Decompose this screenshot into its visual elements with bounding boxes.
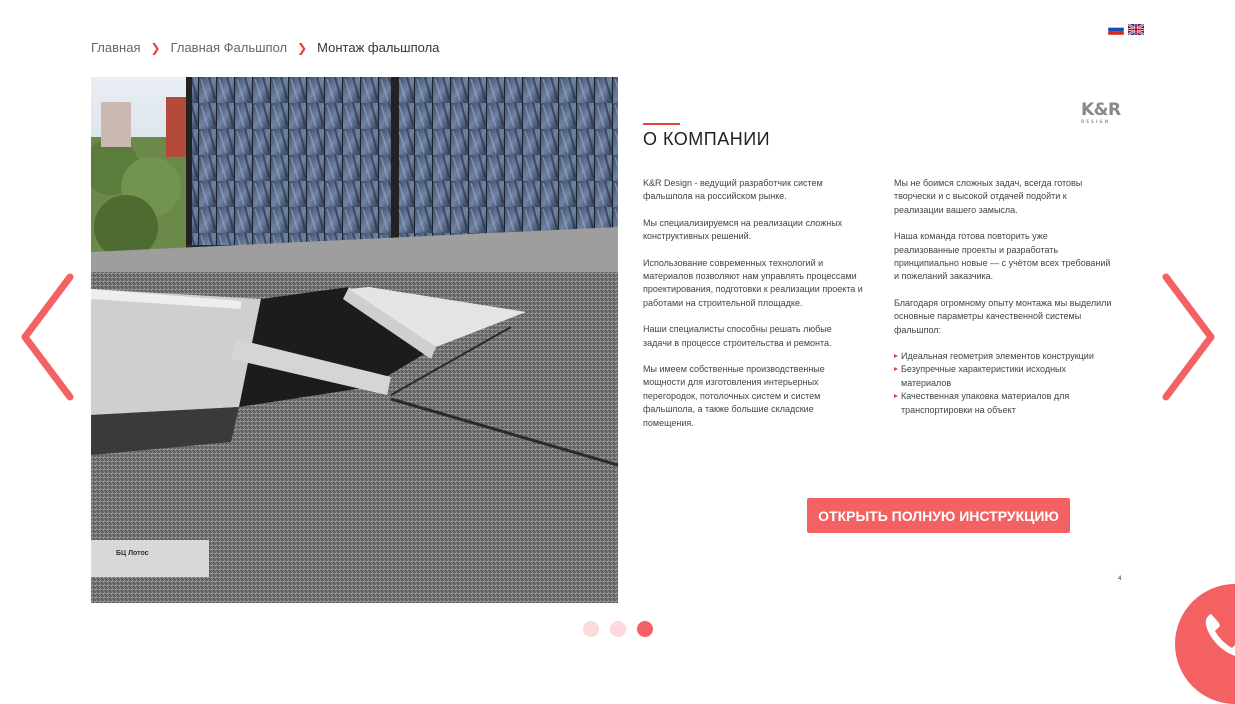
paragraph: Благодаря огромному опыту монтажа мы выделили основные параметры качественной системы фальшпол: <box>894 297 1112 335</box>
slide <box>91 77 1154 603</box>
chevron-right-icon: ❯ <box>297 40 308 55</box>
paragraph: Мы не боимся сложных задач, всегда готовы творчески и с высокой отдачей подойти к реализации вашего замысла. <box>894 178 1083 215</box>
title-accent-line <box>643 123 680 125</box>
paragraph: Использование современных технологий и материалов позволяют нам управлять процессами проектирования, подготовки к реализации проекта и работами на строительной площадке. <box>643 257 863 308</box>
slider-dot-2[interactable] <box>610 621 626 637</box>
paragraph: Мы имеем собственные производственные мощности для изготовления интерьерных перегородок, потолочных систем и систем фальшпола, а также большие складские помещения. <box>643 364 825 428</box>
arrow-left-icon[interactable] <box>18 272 78 402</box>
arrow-right-icon[interactable] <box>1158 272 1218 402</box>
paragraph: Наша команда готова повторить уже реализованные проекты и разработать принципиально новые — с учётом всех требований и пожеланий заказчика. <box>894 231 1111 282</box>
list-item: Идеальная геометрия элементов конструкции <box>894 350 1114 363</box>
office-floor-photo <box>91 77 618 603</box>
quality-list <box>894 350 1114 417</box>
language-switcher <box>1108 24 1144 35</box>
about-text-left <box>643 177 863 443</box>
slider-dot-3[interactable] <box>637 621 653 637</box>
flag-ru-icon[interactable] <box>1108 24 1124 35</box>
breadcrumb-current: Монтаж фальшпола <box>317 40 440 55</box>
paragraph: Мы специализируемся на реализации сложных конструктивных решений. <box>643 217 843 242</box>
logo-subtext: DESIGN <box>1081 119 1111 124</box>
about-text-right <box>894 177 1114 417</box>
photo-caption <box>91 540 209 577</box>
page-number: 4 <box>1118 576 1122 582</box>
breadcrumb-raised-floor[interactable]: Главная Фальшпол <box>170 40 288 55</box>
photo-caption-text: БЦ Лотос <box>116 550 149 557</box>
flag-uk-icon[interactable] <box>1128 24 1144 35</box>
open-full-instruction-button[interactable]: ОТКРЫТЬ ПОЛНУЮ ИНСТРУКЦИЮ <box>807 498 1070 533</box>
paragraph: Наши специалисты способны решать любые задачи в процессе строительства и ремонта. <box>643 324 832 348</box>
section-title: О КОМПАНИИ <box>643 129 771 149</box>
company-logo <box>1081 102 1121 124</box>
list-item: Качественная упаковка материалов для транспортировки на объект <box>894 390 1114 417</box>
breadcrumb-home[interactable]: Главная <box>91 40 141 55</box>
logo-text: K&R <box>1081 100 1121 120</box>
call-button[interactable] <box>1175 584 1235 704</box>
paragraph: K&R Design - ведущий разработчик систем фальшпола на российском рынке. <box>643 178 823 202</box>
slider-pagination <box>583 621 653 637</box>
list-item: Безупречные характеристики исходных материалов <box>894 363 1114 390</box>
chevron-right-icon: ❯ <box>150 40 161 55</box>
breadcrumb <box>91 40 439 55</box>
slider-dot-1[interactable] <box>583 621 599 637</box>
phone-icon <box>1197 606 1235 666</box>
